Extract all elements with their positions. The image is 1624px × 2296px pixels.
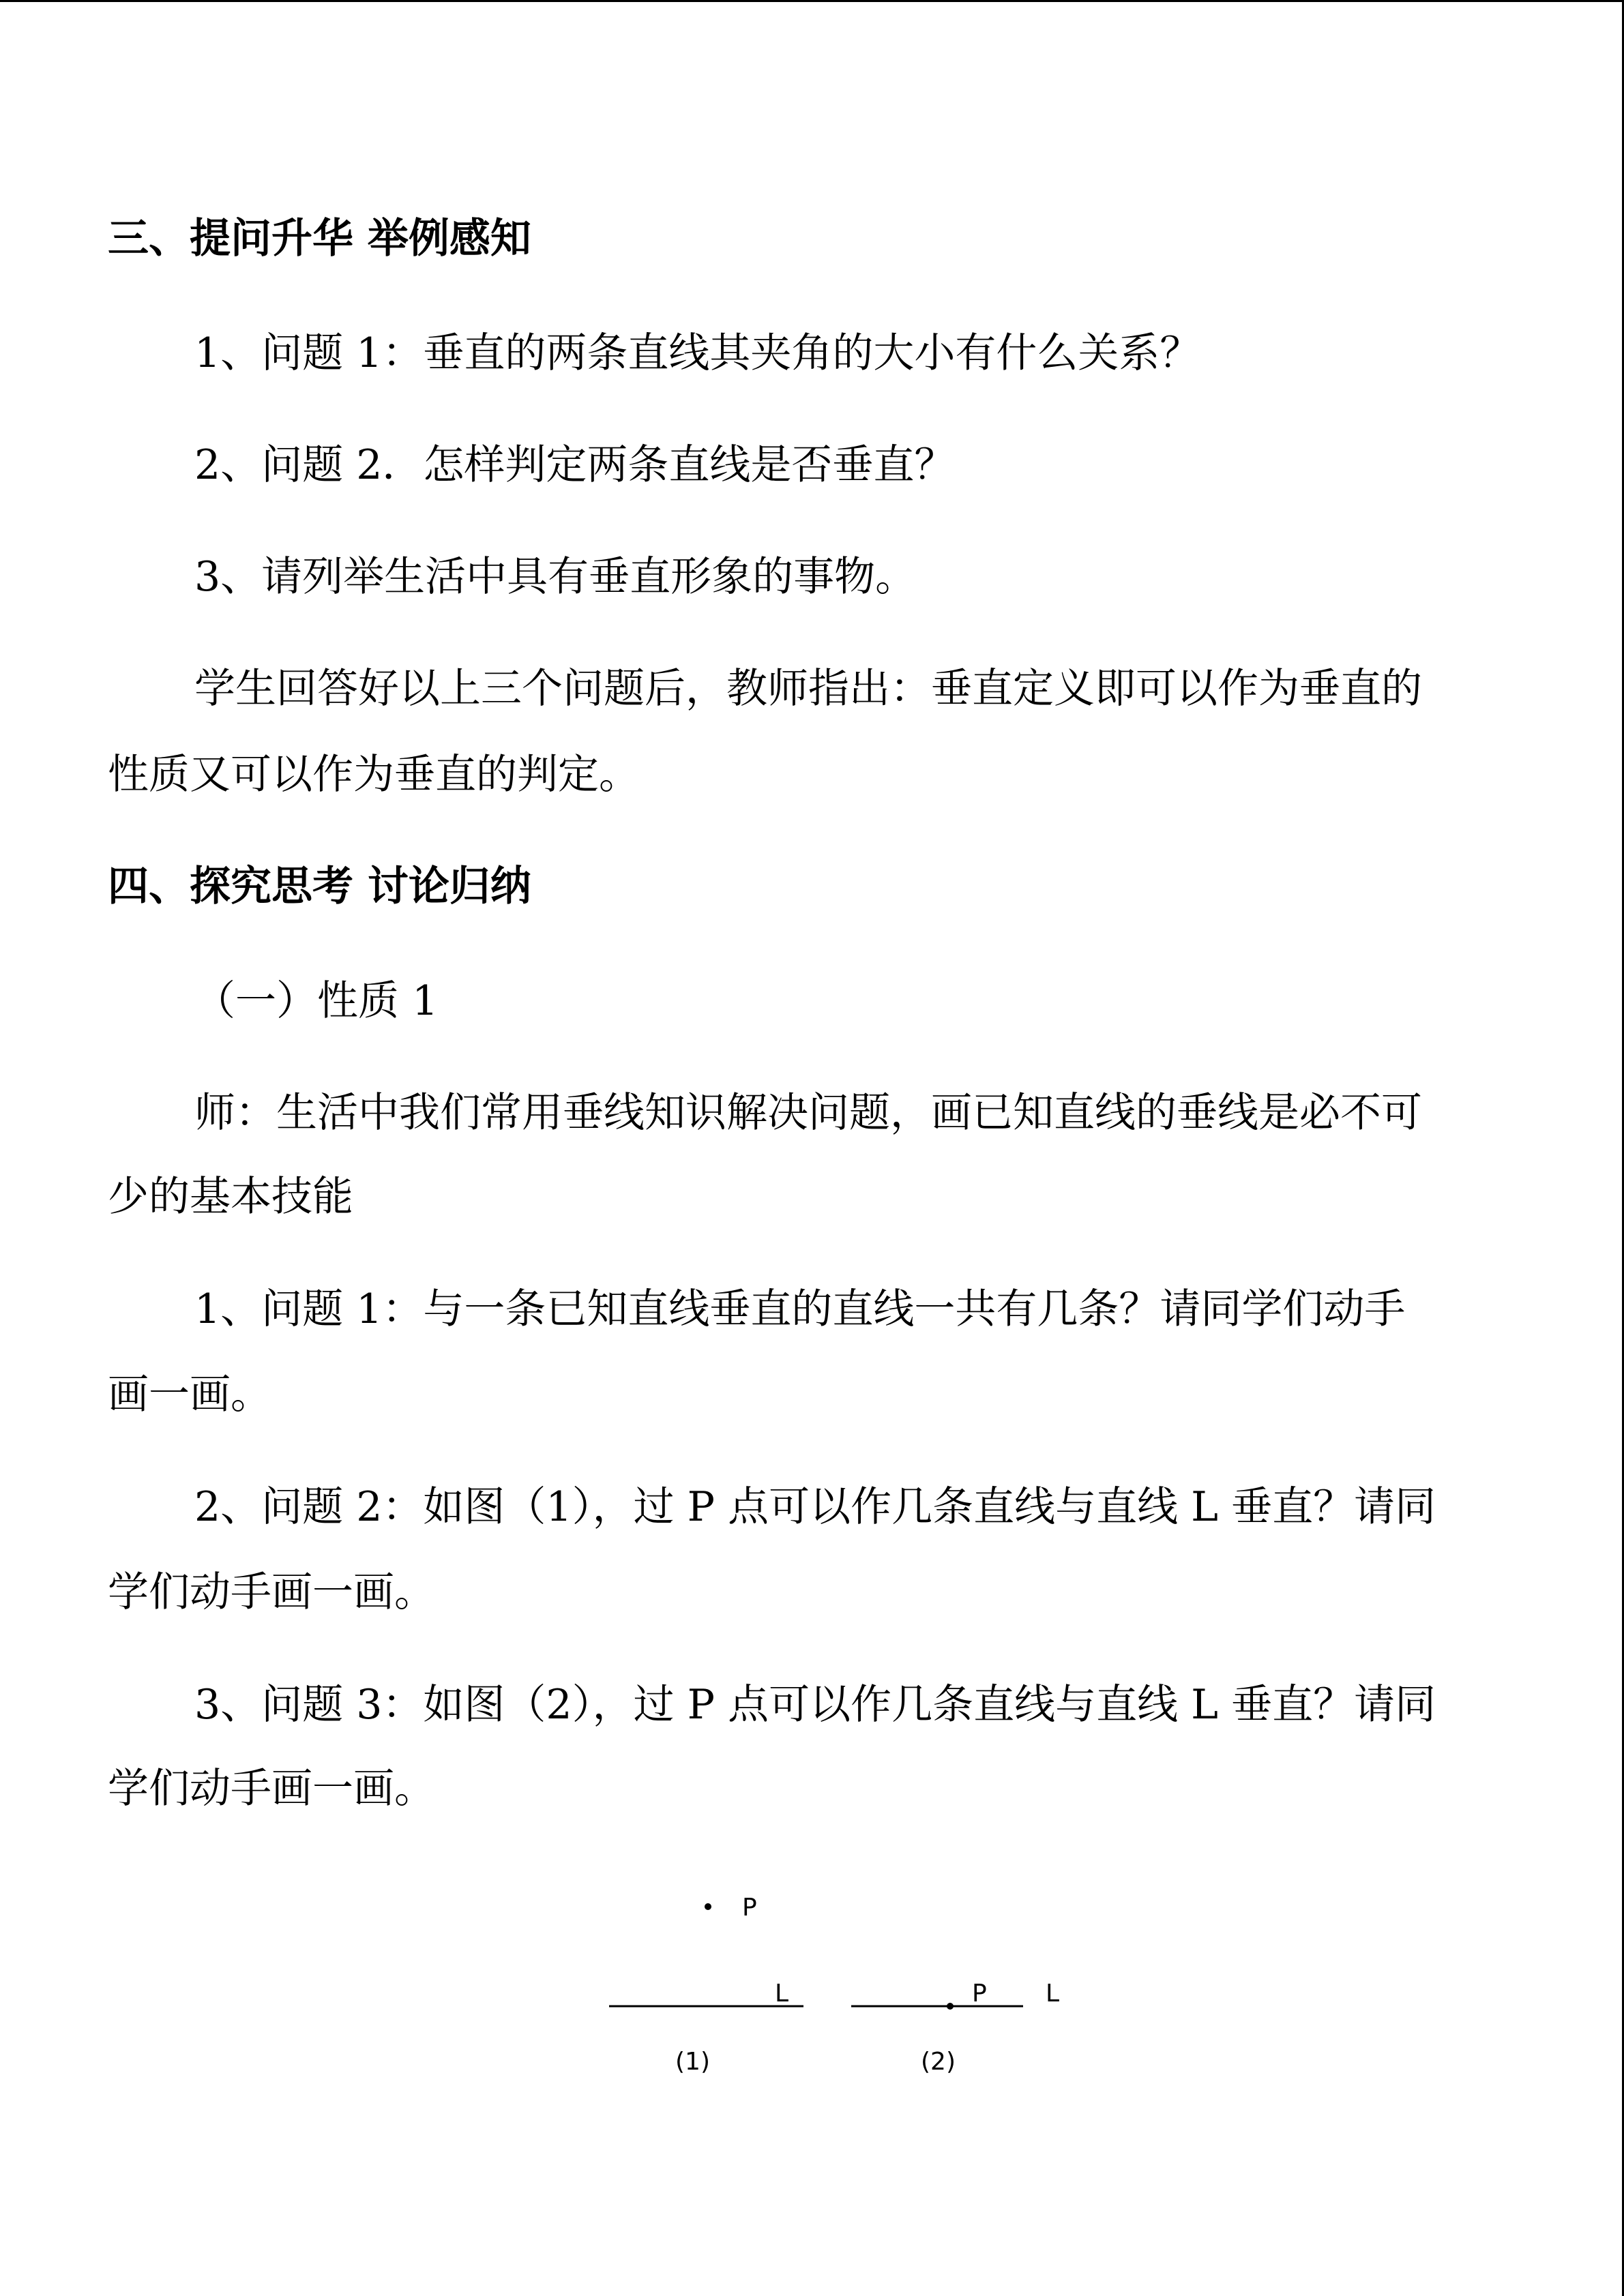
section-3-summary-line-2: 性质又可以作为垂直的判定。	[108, 751, 640, 799]
figure-2	[851, 1980, 1059, 2076]
figure-2-line-label: L	[1046, 1980, 1060, 2008]
section-4-heading: 四、探究思考 讨论归纳	[108, 863, 531, 910]
section-4-question-3-line-2: 学们动手画一画。	[108, 1765, 435, 1813]
figure-2-point-p-label: P	[972, 1980, 987, 2008]
figure-1-line-label: L	[775, 1980, 789, 2008]
section-3-heading: 三、提问升华 举例感知	[108, 215, 531, 263]
teacher-statement-line-1: 师：生活中我们常用垂线知识解决问题，画已知直线的垂线是必不可	[194, 1089, 1422, 1137]
section-4-question-1-line-1: 1、问题 1：与一条已知直线垂直的直线一共有几条？请同学们动手	[194, 1285, 1406, 1333]
teacher-statement-line-2: 少的基本技能	[108, 1173, 353, 1221]
section-3-question-2: 2、问题 2．怎样判定两条直线是否垂直？	[194, 441, 956, 489]
section-3-summary-line-1: 学生回答好以上三个问题后，教师指出：垂直定义即可以作为垂直的	[194, 665, 1422, 713]
section-3-question-3: 3、请列举生活中具有垂直形象的事物。	[194, 553, 917, 601]
figure-2-point-p-dot	[947, 2003, 954, 2010]
figure-1-point-p-label: P	[742, 1894, 757, 1922]
section-3-question-1: 1、问题 1：垂直的两条直线其夹角的大小有什么关系？	[194, 329, 1201, 377]
section-4-question-2-line-1: 2、问题 2：如图（1），过 P 点可以作几条直线与直线 L 垂直？请同	[194, 1483, 1436, 1531]
figure-1	[609, 1894, 803, 2076]
section-4-subheading: （一）性质 1	[194, 977, 439, 1025]
figure-2-caption: (2)	[921, 2048, 956, 2076]
figure-1-caption: (1)	[675, 2048, 710, 2076]
section-4-question-3-line-1: 3、问题 3：如图（2），过 P 点可以作几条直线与直线 L 垂直？请同	[194, 1681, 1436, 1729]
section-4-question-2-line-2: 学们动手画一画。	[108, 1568, 435, 1616]
figure-1-point-p-dot	[705, 1903, 711, 1910]
section-4-question-1-line-2: 画一画。	[108, 1371, 271, 1418]
